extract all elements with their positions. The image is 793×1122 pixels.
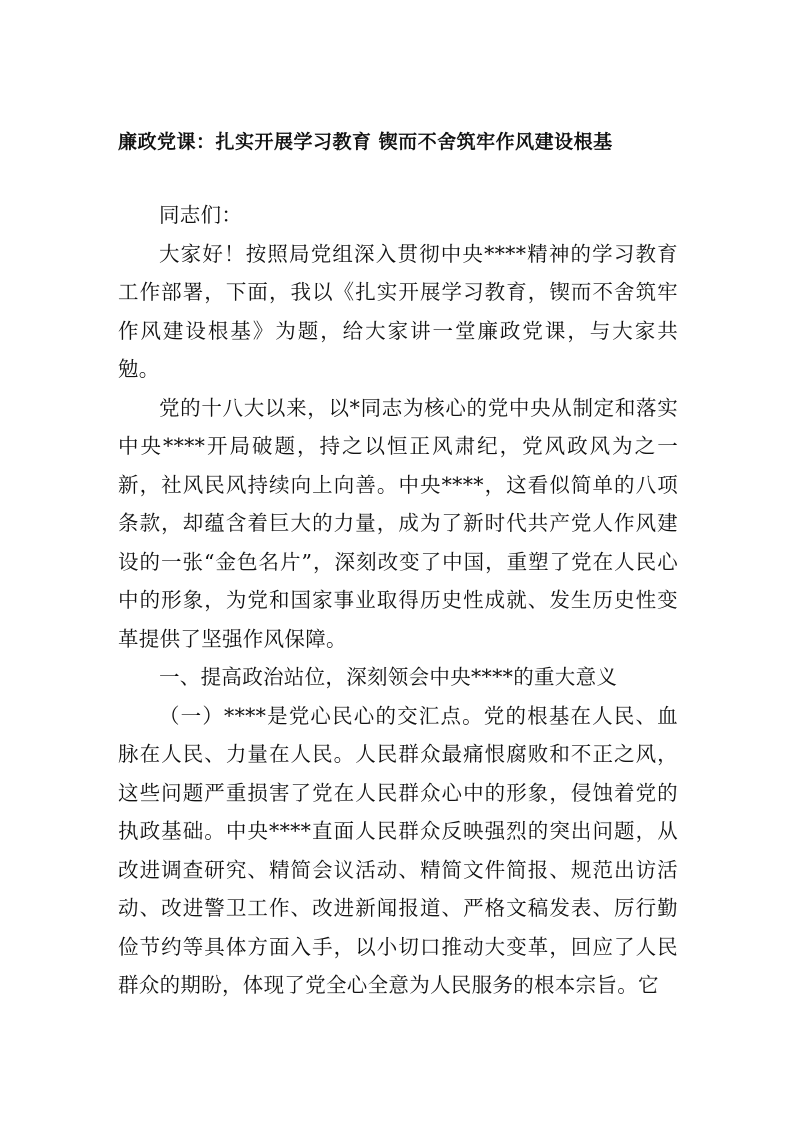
intro-paragraph: 大家好！按照局党组深入贯彻中央****精神的学习教育工作部署，下面，我以《扎实开展学习教育，锲而不舍筑牢作风建设根基》为题，给大家讲一堂廉政党课，与大家共勉。 xyxy=(118,241,678,381)
salutation-paragraph: 同志们： xyxy=(159,203,243,227)
document-body xyxy=(118,196,678,1005)
document-title: 廉政党课：扎实开展学习教育 锲而不舍筑牢作风建设根基 xyxy=(118,131,613,153)
background-paragraph: 党的十八大以来，以*同志为核心的党中央从制定和落实中央****开局破题，持之以恒正风肃纪，党风政风为之一新，社风民风持续向上向善。中央****，这看似简单的八项条款，却蕴含着巨大的力量，成为了新时代共产党人作风建设的一张“金色名片”，深刻改变了中国，重塑了党在人民心中的形象，为党和国家事业取得历史性成就、发生历史性变革提供了坚强作风保障。 xyxy=(118,395,678,651)
subsection-paragraph: （一）****是党心民心的交汇点。党的根基在人民、血脉在人民、力量在人民。人民群众最痛恨腐败和不正之风，这些问题严重损害了党在人民群众心中的形象，侵蚀着党的执政基础。中央****直面人民群众反映强烈的突出问题，从改进调查研究、精简会议活动、精简文件简报、规范出访活动、改进警卫工作、改进新闻报道、严格文稿发表、厉行勤俭节约等具体方面入手，以小切口推动大变革，回应了人民群众的期盼，体现了党全心全意为人民服务的根本宗旨。它 xyxy=(118,703,678,997)
section-heading: 一、提高政治站位，深刻领会中央****的重大意义 xyxy=(159,665,618,689)
